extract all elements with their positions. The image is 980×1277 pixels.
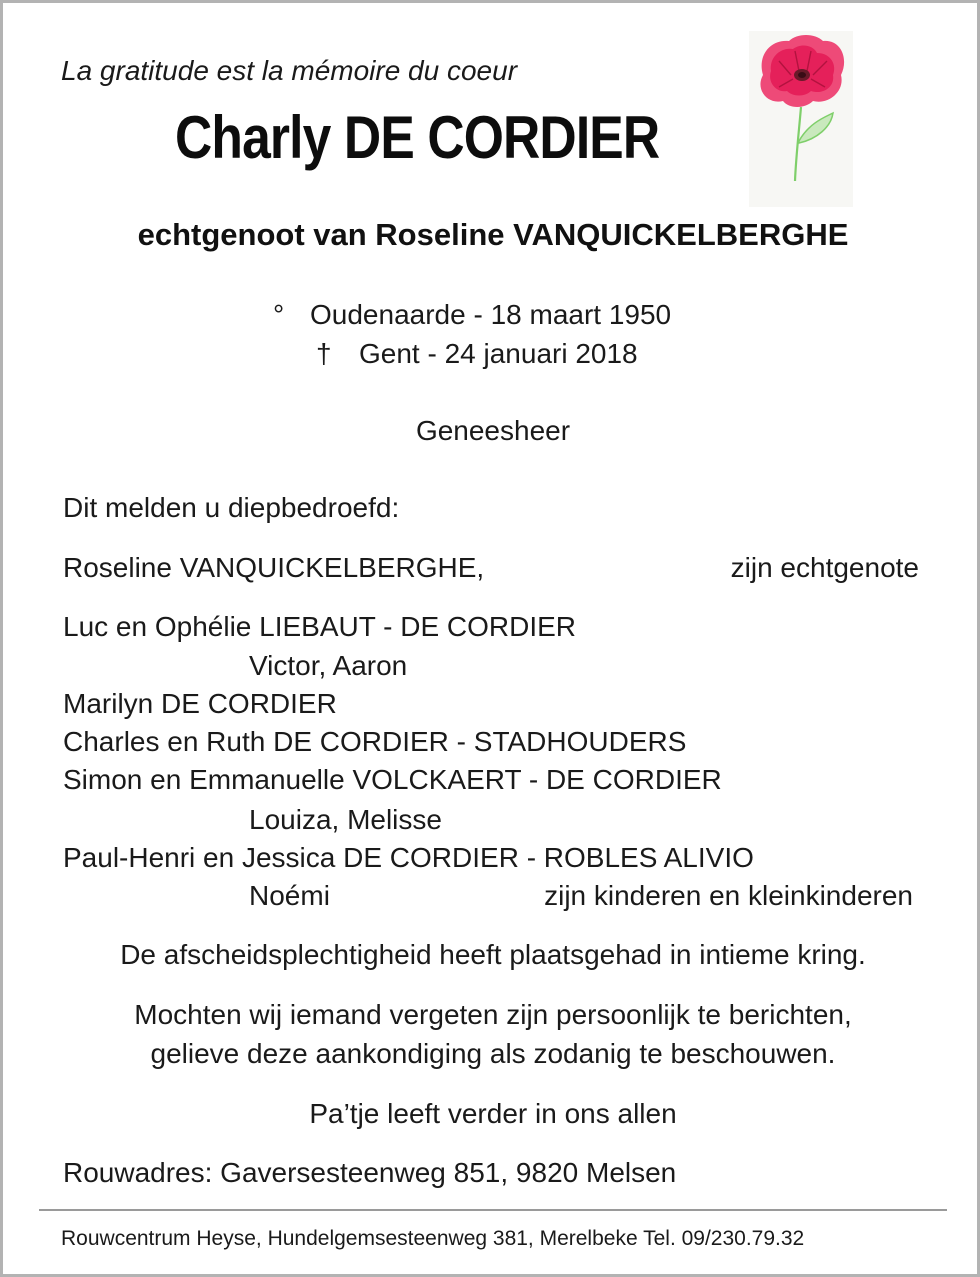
spouse-line: echtgenoot van Roseline VANQUICKELBERGHE <box>137 217 849 252</box>
poppy-icon <box>749 31 853 207</box>
funeral-home-footer: Rouwcentrum Heyse, Hundelgemsesteenweg 381, Merelbeke Tel. 09/230.79.32 <box>61 1227 805 1250</box>
family-line: Paul-Henri en Jessica DE CORDIER - ROBLES ALIVIO <box>63 842 754 873</box>
death-symbol: † <box>316 338 332 369</box>
ceremony-text: De afscheidsplechtigheid heeft plaatsgehad in intieme kring. <box>120 939 866 970</box>
family-line: Simon en Emmanuelle VOLCKAERT - DE CORDIER <box>63 764 722 795</box>
birth-symbol: ° <box>273 299 285 330</box>
divider <box>39 1209 947 1211</box>
request-line-2: gelieve deze aankondiging als zodanig te beschouwen. <box>150 1038 836 1069</box>
quote: La gratitude est la mémoire du coeur <box>61 55 518 86</box>
announce-intro: Dit melden u diepbedroefd: <box>63 492 400 523</box>
family-line: Charles en Ruth DE CORDIER - STADHOUDERS <box>63 726 687 757</box>
death-info: Gent - 24 januari 2018 <box>359 338 638 369</box>
deceased-name: Charly DE CORDIER <box>175 104 660 171</box>
birth-info: Oudenaarde - 18 maart 1950 <box>310 299 672 330</box>
mourning-address: Rouwadres: Gaversesteenweg 851, 9820 Melsen <box>63 1157 677 1188</box>
spouse-entry-relation: zijn echtgenote <box>730 552 919 583</box>
closing-line: Pa’tje leeft verder in ons allen <box>309 1098 677 1129</box>
family-line: Luc en Ophélie LIEBAUT - DE CORDIER <box>63 611 577 642</box>
profession: Geneesheer <box>415 415 571 446</box>
family-relation: zijn kinderen en kleinkinderen <box>544 880 913 911</box>
spouse-entry-name: Roseline VANQUICKELBERGHE, <box>63 552 485 583</box>
grandchildren-line: Louiza, Melisse <box>249 804 442 835</box>
grandchildren-line: Victor, Aaron <box>249 650 408 681</box>
family-line: Marilyn DE CORDIER <box>63 688 337 719</box>
request-line-1: Mochten wij iemand vergeten zijn persoonlijk te berichten, <box>134 999 852 1030</box>
grandchildren-line: Noémi <box>249 880 330 911</box>
